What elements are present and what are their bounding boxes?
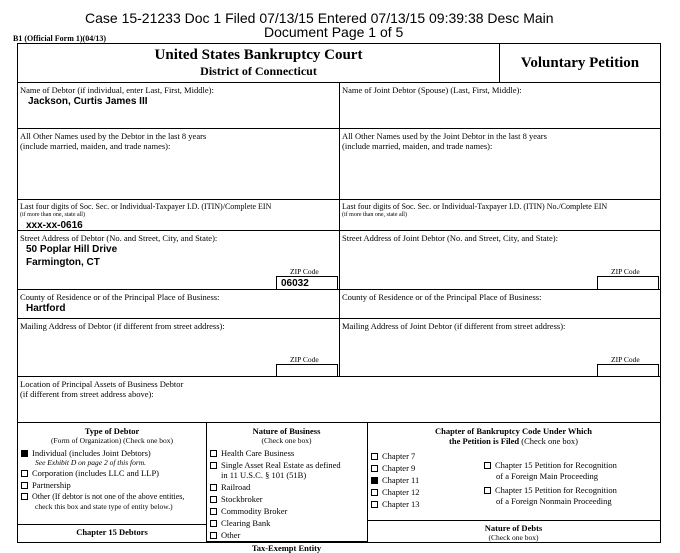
- chapter-12-checkbox[interactable]: [371, 489, 378, 496]
- chapter-9-option[interactable]: Chapter 9: [371, 463, 415, 473]
- debtor-ssn-note: (if more than one, state all): [20, 212, 85, 218]
- chapter-7-option[interactable]: Chapter 7: [371, 451, 415, 461]
- assets-location-label1: Location of Principal Assets of Business Debtor: [20, 379, 184, 389]
- joint-ssn-label: Last four digits of Soc. Sec. or Individual-Taxpayer I.D. (ITIN) No./Complete EIN: [342, 202, 608, 211]
- debtor-type-individual[interactable]: Individual (includes Joint Debtors): [21, 448, 151, 458]
- business-health-care[interactable]: Health Care Business: [210, 448, 294, 458]
- petition-form: [17, 43, 661, 553]
- individual-checkbox[interactable]: [21, 450, 28, 457]
- debtor-name-field[interactable]: [18, 83, 339, 128]
- case-header-line1: Case 15-21233 Doc 1 Filed 07/13/15 Entered 07/13/15 09:39:38 Desc Main: [85, 10, 554, 26]
- type-of-debtor-title: Type of Debtor: [84, 426, 140, 436]
- chapter-15-nonmain-cont: of a Foreign Nonmain Proceeding: [496, 496, 612, 506]
- debtor-mailing-label: Mailing Address of Debtor (if different from street address):: [20, 321, 225, 331]
- form-identifier: B1 (Official Form 1)(04/13): [13, 34, 107, 43]
- debtor-ssn-field[interactable]: [18, 200, 339, 230]
- single-asset-checkbox[interactable]: [210, 462, 217, 469]
- debtor-county-label: County of Residence or of the Principal Place of Business:: [20, 292, 220, 302]
- chapter-11-option[interactable]: Chapter 11: [371, 475, 419, 485]
- debtor-type-individual-note: See Exhibit D on page 2 of this form.: [35, 458, 147, 467]
- joint-zip-label: ZIP Code: [611, 267, 640, 276]
- business-commodity-broker[interactable]: Commodity Broker: [210, 506, 287, 516]
- joint-address-label: Street Address of Joint Debtor (No. and Street, City, and State):: [342, 233, 558, 243]
- joint-ssn-field[interactable]: [340, 200, 660, 230]
- business-single-asset-cont: in 11 U.S.C. § 101 (51B): [221, 470, 307, 480]
- business-other[interactable]: Other: [210, 530, 240, 540]
- health-care-checkbox[interactable]: [210, 450, 217, 457]
- debtor-address-line1: 50 Poplar Hill Drive: [26, 244, 118, 255]
- other-entity-checkbox[interactable]: [21, 493, 28, 500]
- joint-other-names-field[interactable]: [340, 129, 660, 199]
- chapter15-debtors-title: Chapter 15 Debtors: [76, 527, 148, 537]
- assets-location-label2: (if different from street address above):: [20, 389, 154, 399]
- chapter-title-line2: the Petition is Filed (Check one box): [449, 436, 578, 446]
- type-of-debtor-subtitle: (Form of Organization) (Check one box): [50, 436, 174, 445]
- nature-of-debts-title: Nature of Debts: [484, 523, 543, 533]
- assets-location-field[interactable]: [18, 377, 660, 422]
- chapter-7-checkbox[interactable]: [371, 453, 378, 460]
- debtor-type-other-note: check this box and state type of entity below.): [35, 502, 173, 511]
- business-clearing-bank[interactable]: Clearing Bank: [210, 518, 270, 528]
- debtor-mailing-zip-label: ZIP Code: [290, 355, 319, 364]
- debtor-county-field[interactable]: [18, 290, 339, 318]
- chapter-11-checkbox[interactable]: [371, 477, 378, 484]
- joint-other-names-label1: All Other Names used by the Joint Debtor in the last 8 years: [342, 131, 547, 141]
- debtor-type-other[interactable]: Other (If debtor is not one of the above entities,: [21, 492, 184, 502]
- chapter-15-main-checkbox[interactable]: [484, 462, 491, 469]
- joint-county-field[interactable]: [340, 290, 660, 318]
- petition-title: Voluntary Petition: [520, 55, 640, 71]
- joint-ssn-note: (if more than one, state all): [342, 212, 407, 218]
- debtor-zip-value: 06032: [276, 276, 338, 289]
- debtor-mailing-field[interactable]: [18, 319, 339, 376]
- debtor-address-label: Street Address of Debtor (No. and Street, City, and State):: [20, 233, 218, 243]
- chapter-15-main-option[interactable]: Chapter 15 Petition for Recognition: [484, 460, 617, 470]
- court-header: [18, 44, 500, 83]
- joint-other-names-label2: (include married, maiden, and trade names):: [342, 141, 493, 151]
- chapter-title-line1: Chapter of Bankruptcy Code Under Which: [434, 426, 593, 436]
- debtor-ssn-value: xxx-xx-0616: [26, 220, 83, 231]
- debtor-county-value: Hartford: [26, 303, 66, 314]
- railroad-checkbox[interactable]: [210, 484, 217, 491]
- chapter-15-nonmain-option[interactable]: Chapter 15 Petition for Recognition: [484, 485, 617, 495]
- chapter-13-checkbox[interactable]: [371, 501, 378, 508]
- debtor-zip-label: ZIP Code: [290, 267, 319, 276]
- nature-of-debts-subtitle: (Check one box): [488, 533, 539, 542]
- partnership-checkbox[interactable]: [21, 482, 28, 489]
- debtor-address-line2: Farmington, CT: [26, 257, 100, 268]
- debtor-other-names-label1: All Other Names used by the Debtor in the last 8 years: [20, 131, 207, 141]
- nature-of-business-title: Nature of Business: [252, 426, 321, 436]
- debtor-other-names-field[interactable]: [18, 129, 339, 199]
- chapter-15-main-cont: of a Foreign Main Proceeding: [496, 471, 598, 481]
- debtor-address-field[interactable]: [18, 231, 339, 289]
- corporation-checkbox[interactable]: [21, 470, 28, 477]
- stockbroker-checkbox[interactable]: [210, 496, 217, 503]
- court-name: United States Bankruptcy Court: [154, 47, 363, 63]
- joint-mailing-label: Mailing Address of Joint Debtor (if different from street address):: [342, 321, 566, 331]
- debtor-other-names-label2: (include married, maiden, and trade names):: [20, 141, 171, 151]
- debtor-name-value: Jackson, Curtis James III: [28, 96, 148, 107]
- chapter-9-checkbox[interactable]: [371, 465, 378, 472]
- business-stockbroker[interactable]: Stockbroker: [210, 494, 263, 504]
- case-header-line2: Document Page 1 of 5: [264, 24, 404, 40]
- joint-mailing-zip-label: ZIP Code: [611, 355, 640, 364]
- chapter-13-option[interactable]: Chapter 13: [371, 499, 420, 509]
- debtor-type-corporation[interactable]: Corporation (includes LLC and LLP): [21, 468, 159, 478]
- joint-name-label: Name of Joint Debtor (Spouse) (Last, First, Middle):: [342, 85, 522, 95]
- debtor-type-partnership[interactable]: Partnership: [21, 480, 71, 490]
- joint-address-field[interactable]: [340, 231, 660, 289]
- chapter-15-nonmain-checkbox[interactable]: [484, 487, 491, 494]
- clearing-bank-checkbox[interactable]: [210, 520, 217, 527]
- joint-mailing-field[interactable]: [340, 319, 660, 376]
- commodity-broker-checkbox[interactable]: [210, 508, 217, 515]
- joint-name-field[interactable]: [340, 83, 660, 128]
- nature-of-business-subtitle: (Check one box): [261, 436, 312, 445]
- joint-zip-box[interactable]: [597, 276, 659, 289]
- court-district: District of Connecticut: [200, 64, 317, 78]
- joint-county-label: County of Residence or of the Principal Place of Business:: [342, 292, 542, 302]
- chapter-12-option[interactable]: Chapter 12: [371, 487, 420, 497]
- business-railroad[interactable]: Railroad: [210, 482, 250, 492]
- tax-exempt-entity-title: Tax-Exempt Entity: [251, 543, 322, 553]
- debtor-ssn-label: Last four digits of Soc. Sec. or Individual-Taxpayer I.D. (ITIN)/Complete EIN: [20, 202, 272, 211]
- business-single-asset[interactable]: Single Asset Real Estate as defined: [210, 460, 341, 470]
- debtor-name-label: Name of Debtor (if individual, enter Last, First, Middle):: [20, 85, 214, 95]
